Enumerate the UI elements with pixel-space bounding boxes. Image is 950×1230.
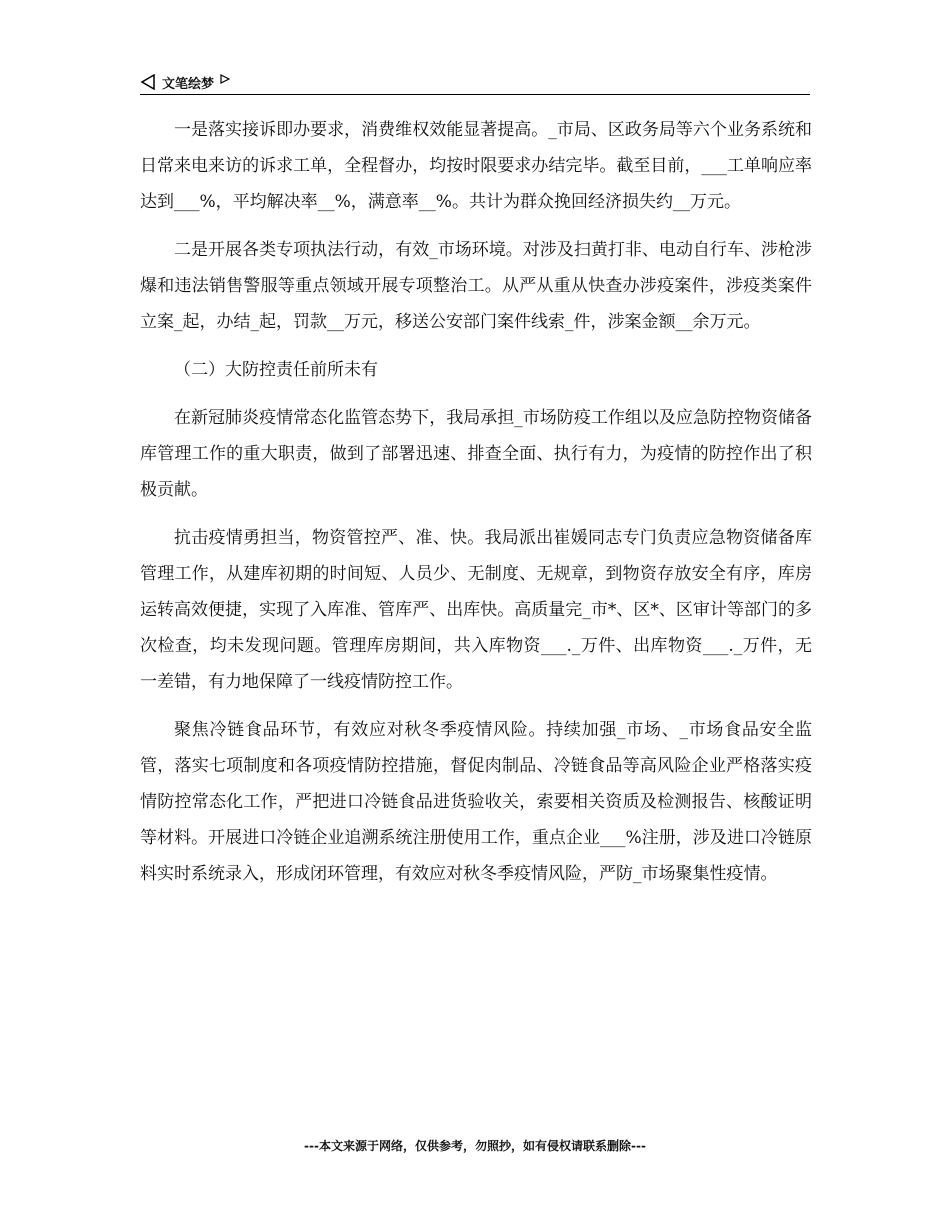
triangle-right-icon [220,74,230,84]
section-heading: （二）大防控责任前所未有 [174,360,378,380]
paragraph-epidemic-control: 在新冠肺炎疫情常态化监管态势下，我局承担_市场防疫工作组以及应急防控物资储备库管理工作的重大职责，做到了部署迅速、排查全面、执行有力，为疫情的防控作出了积极贡献。 [140,408,812,500]
paragraph-consumer-rights: 一是落实接诉即办要求，消费维权效能显著提高。_市局、区政务局等六个业务系统和日常来电来访的诉求工单，全程督办，均按时限要求办结完毕。截至目前，___工单响应率达到___%，平均解决率__%，满意率__%。共计为群众挽回经济损失约__万元。 [140,120,812,212]
triangle-left-icon [140,74,156,90]
paragraph-material-management: 抗击疫情勇担当，物资管控严、准、快。我局派出崔媛同志专门负责应急物资储备库管理工作，从建库初期的时间短、人员少、无制度、无规章，到物资存放安全有序，库房运转高效便捷，实现了入库准、管库严、出库快。高质量完_市*、区*、区审计等部门的多次检查，均未发现问题。管理库房期间，共入库物资___._万件、出库物资___._万件，无一差错，有力地保障了一线疫情防控工作。 [140,528,812,692]
page-header [140,70,810,95]
paragraph-enforcement: 二是开展各类专项执法行动，有效_市场环境。对涉及扫黄打非、电动自行车、涉枪涉爆和违法销售警服等重点领域开展专项整治工。从严从重从快查办涉疫案件，涉疫类案件立案_起，办结_起，罚款__万元，移送公安部门案件线索_件，涉案金额__余万元。 [140,240,812,332]
document-body [140,112,812,904]
footer-notice: ---本文来源于网络，仅供参考，勿照抄，如有侵权请联系删除--- [304,1139,646,1153]
paragraph-cold-chain: 聚焦冷链食品环节，有效应对秋冬季疫情风险。持续加强_市场、_市场食品安全监管，落实七项制度和各项疫情防控措施，督促肉制品、冷链食品等高风险企业严格落实疫情防控常态化工作，严把进口冷链食品进货验收关，索要相关资质及检测报告、核酸证明等材料。开展进口冷链企业追溯系统注册使用工作，重点企业___%注册，涉及进口冷链原料实时系统录入，形成闭环管理，有效应对秋冬季疫情风险，严防_市场聚集性疫情。 [140,720,812,884]
header-brand: 文笔绘梦 [162,76,215,92]
